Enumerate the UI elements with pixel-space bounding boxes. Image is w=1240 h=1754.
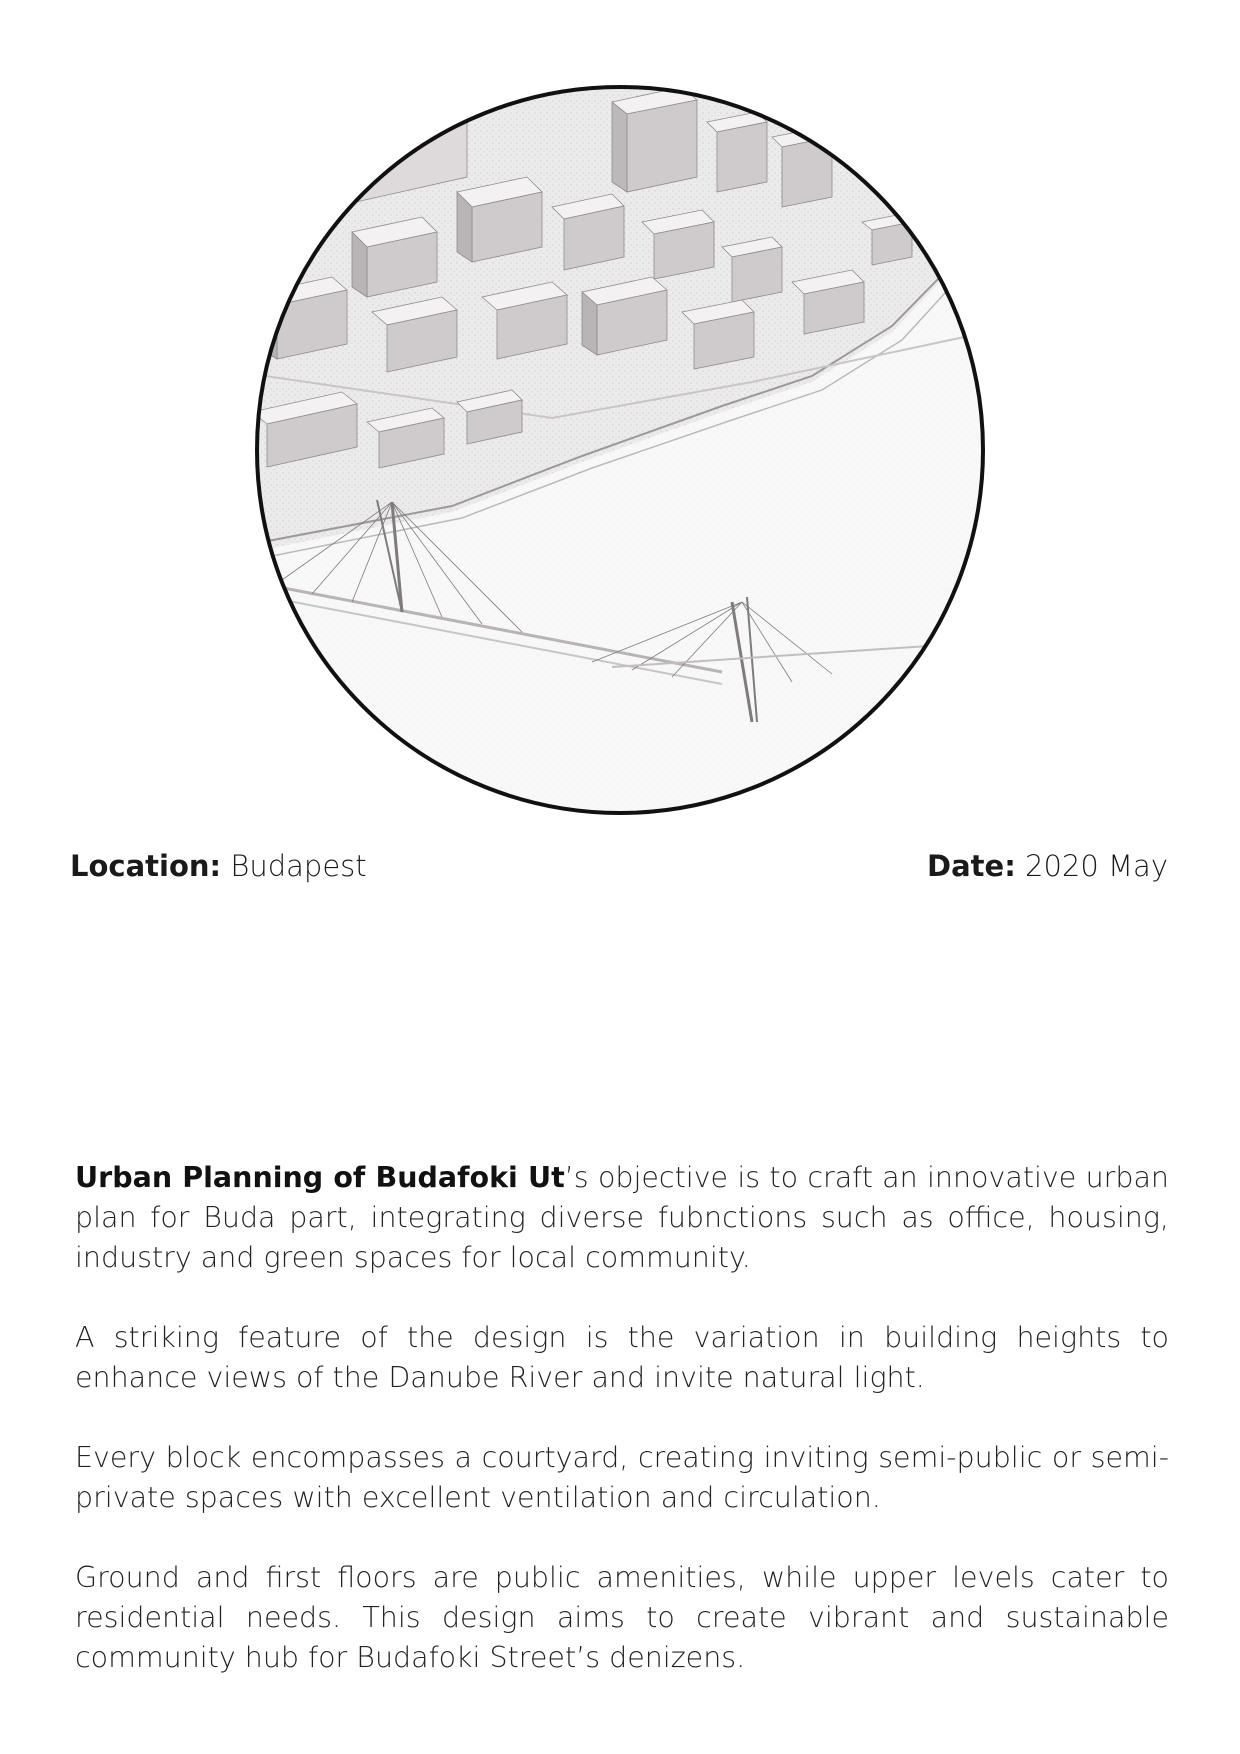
- aerial-illustration: [252, 82, 988, 818]
- location-value: Budapest: [230, 849, 367, 883]
- date-value: 2020 May: [1025, 849, 1168, 883]
- description-paragraph-2: A striking feature of the design is the variation in building heights to enhance views of the Danube River and invite natural light.: [75, 1321, 1169, 1394]
- description-paragraph-1: [75, 1158, 1169, 1278]
- project-title: Urban Planning of Budafoki Ut: [75, 1161, 565, 1194]
- date-label: Date:: [927, 849, 1016, 883]
- date: [927, 846, 1168, 886]
- project-meta: [70, 846, 1168, 886]
- description-paragraph-1-text: ’s objective is to craft an innovative urban plan for Buda part, integrating diverse fubnctions such as office, housing, industry and green spaces for local community.: [75, 1161, 1169, 1274]
- description-paragraph-4: Ground and first floors are public amenities, while upper levels cater to residential needs. This design aims to create vibrant and sustainable community hub for Budafoki Street’s denizens.: [75, 1561, 1169, 1674]
- aerial-illustration-svg: [252, 82, 988, 818]
- location-label: Location:: [70, 849, 222, 883]
- project-description: [75, 1158, 1169, 1678]
- location: [70, 846, 367, 886]
- description-paragraph-3: Every block encompasses a courtyard, creating inviting semi-public or semi-private spaces with excellent ventilation and circulation.: [75, 1441, 1169, 1514]
